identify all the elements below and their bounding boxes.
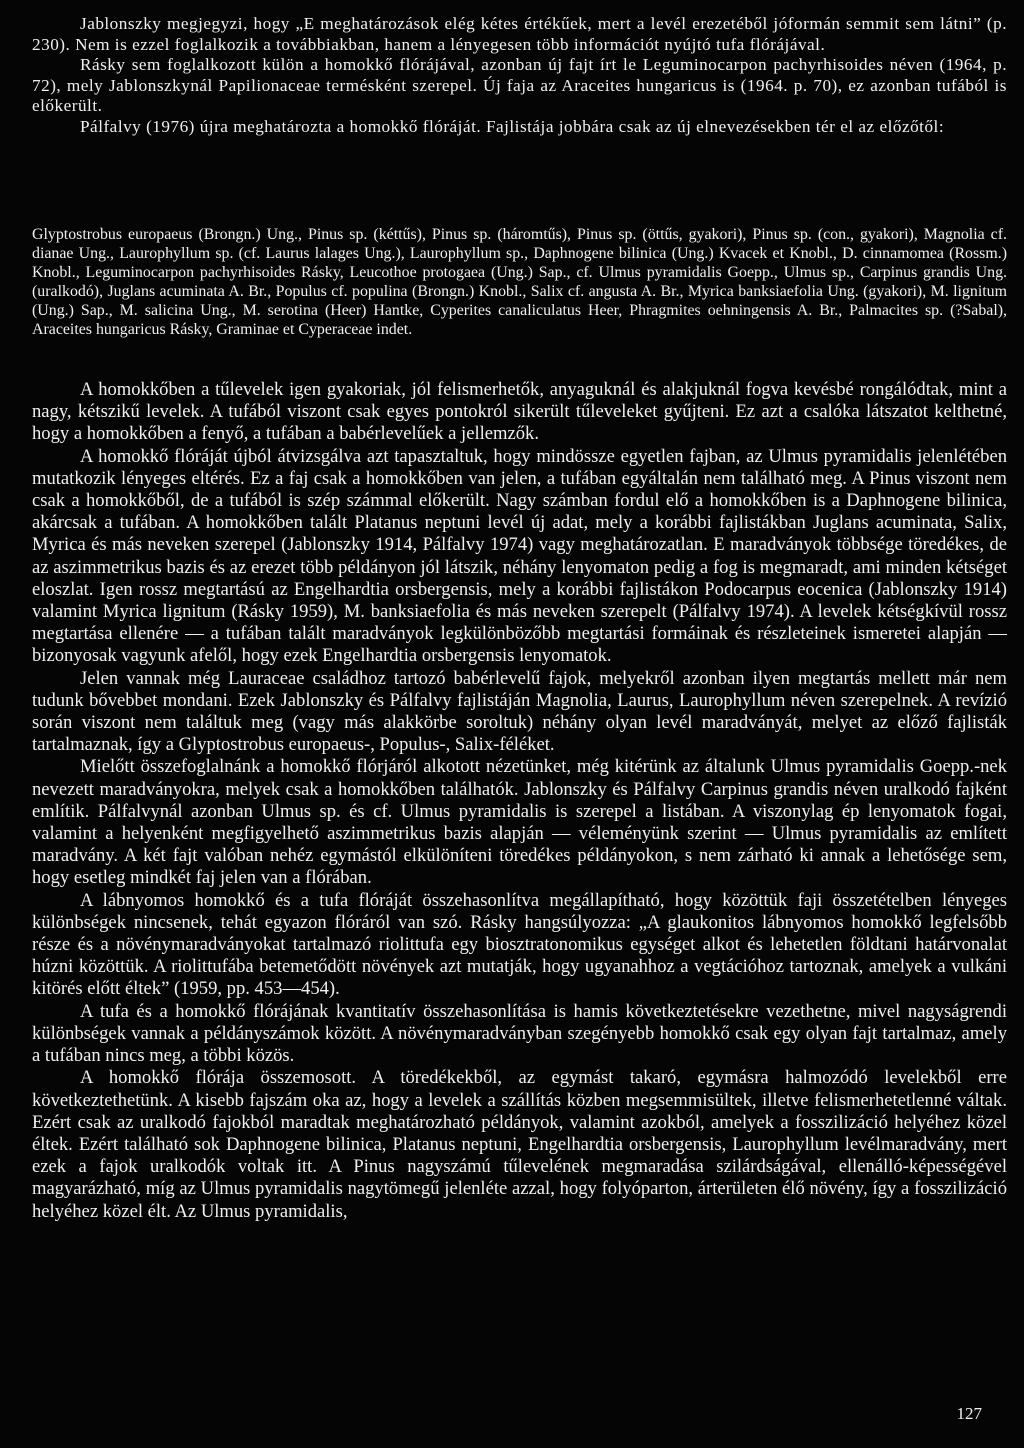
intro-paragraph: Pálfalvy (1976) újra meghatározta a homokkő flóráját. Fajlistája jobbára csak az új elnevezésekben tér el az előzőtől: (80, 116, 945, 136)
body-paragraph: A homokkő flórája összemosott. A töredékekből, az egymást takaró, egymásra halmozódó levelekből erre következtethetünk. A kisebb fajszám oka az, hogy a levelek a szállítás közben megsemmisültek, illetve felismerhetetlenné váltak. Ezért csak az uralkodó fajokból maradtak meghatározható példányok, valamint azokból, amelyek a fosszilizáció helyéhez közel éltek. Ezért található sok Daphnogene bilinica, Platanus neptuni, Engelhardtia orsbergensis, Laurophyllum levélmaradvány, mert ezek a fajok uralkodók voltak itt. A Pinus nagyszámú tűlevelének megmaradása szilárdságával, ellenálló-képességével magyarázható, míg az Ulmus pyramidalis nagytömegű jelenléte azzal, hogy folyóparton, árterületen élő növény, így a fosszilizáció helyéhez közel élt. Az Ulmus pyramidalis, (32, 1067, 1007, 1222)
species-list-section (32, 226, 1007, 339)
intro-paragraph: Jablonszky megjegyzi, hogy „E meghatározások elég kétes értékűek, mert a levél erezetéből jóformán semmit sem látni” (p. 230). Nem is ezzel foglalkozik a továbbiakban, hanem a lényegesen több információt nyújtó tufa flórájával. (32, 14, 1007, 54)
body-paragraph: Mielőtt összefoglalnánk a homokkő flórjáról alkotott nézetünket, még kitérünk az általunk Ulmus pyramidalis Goepp.-nek nevezett maradványokra, melyek csak a homokkőben találhatók. Jablonszky és Pálfalvy Carpinus grandis néven uralkodó fajként említik. Pálfalvynál azonban Ulmus sp. és cf. Ulmus pyramidalis is szerepel a listában. A viszonylag ép lenyomatok fogai, valamint a helyenként megfigyelhető aszimmetrikus bazis alapján — véleményünk szerint — Ulmus pyramidalis az említett maradvány. A két fajt valóban nehéz egymástól elkülöníteni töredékes példányokon, s nem zárható ki annak a lehetősége sem, hogy esetleg mindkét faj jelen van a flórában. (32, 756, 1007, 889)
body-paragraph: A homokkőben a tűlevelek igen gyakoriak, jól felismerhetők, anyaguknál és alakjuknál fogva kevésbé rongálódtak, mint a nagy, kétszikű levelek. A tufából viszont csak egyes pontokról sikerült tűleveleket gyűjteni. Ez azt a csalóka látszatot kelthetné, hogy a homokkőben a fenyő, a tufában a babérlevelűek a jellemzők. (32, 379, 1007, 445)
main-text-section (32, 379, 1007, 1223)
intro-section (32, 14, 1007, 137)
body-paragraph: A homokkő flóráját újból átvizsgálva azt tapasztaltuk, hogy mindössze egyetlen fajban, az Ulmus pyramidalis jelenlétében mutatkozik lényeges eltérés. Ez a faj csak a homokkőben van jelen, a tufában egyáltalán nem található meg. A Pinus viszont nem csak a homokkőből, de a tufából is szép számmal előkerült. Nagy számban fordul elő a homokkőben is a Daphnogene bilinica, akárcsak a tufában. A homokkőben talált Platanus neptuni levél új adat, mely a korábbi fajlistákban Juglans acuminata, Salix, Myrica és más neveken szerepel (Jablonszky 1914, Pálfalvy 1974) vagy meghatározatlan. E maradványok többsége töredékes, de az aszimmetrikus bazis és az erezet több példányon jól látszik, néhány lenyomaton pedig a fog is megmaradt, ami minden kétséget eloszlat. Igen rossz megtartású az Engelhardtia orsbergensis, mely a korábbi fajlistákon Podocarpus eocenica (Jablonszky 1914) valamint Myrica lignitum (Rásky 1959), M. banksiaefolia és más neveken szerepelt (Pálfalvy 1974). A levelek kétségkívül rossz megtartása ellenére — a tufában talált maradványok legkülönbözőbb megtartási formáinak és részleteinek ismeretei alapján — bizonyosak vagyunk afelől, hogy ezek Engelhardtia orsbergensis lenyomatok. (32, 445, 1007, 667)
body-paragraph: Jelen vannak még Lauraceae családhoz tartozó babérlevelű fajok, melyekről azonban ilyen megtartás mellett már nem tudunk bővebbet mondani. Ezek Jablonszky és Pálfalvy fajlistáján Magnolia, Laurus, Laurophyllum néven szerepelnek. A revízió során viszont nem találtuk meg (vagy más alakkörbe soroltuk) néhány olyan levél maradványát, melyet az előző fajlisták tartalmaznak, így a Glyptostrobus europaeus-, Populus-, Salix-féléket. (32, 667, 1007, 756)
species-list: Glyptostrobus europaeus (Brongn.) Ung., Pinus sp. (kéttűs), Pinus sp. (háromtűs), Pinus sp. (öttűs, gyakori), Pinus sp. (con., gyakori), Magnolia cf. dianae Ung., Laurophyllum sp. (cf. Laurus lalages Ung.), Laurophyllum sp., Daphnogene bilinica (Ung.) Kvacek et Knobl., D. cinnamomea (Rossm.) Knobl., Leguminocarpon pachyrhisoides Rásky, Leucothoe protogaea (Ung.) Sap., cf. Ulmus pyramidalis Goepp., Ulmus sp., Carpinus grandis Ung. (uralkodó), Juglans acuminata A. Br., Populus cf. populina (Brongn.) Knobl., Salix cf. angusta A. Br., Myrica banksiaefolia Ung. (gyakori), M. lignitum (Ung.) Sap., M. salicina Ung., M. serotina (Heer) Hantke, Cyperites canaliculatus Heer, Phragmites oehningensis A. Br., Palmacites sp. (?Sabal), Araceites hungaricus Rásky, Graminae et Cyperaceae indet. (32, 226, 1007, 338)
page-number: 127 (956, 1404, 982, 1423)
body-paragraph: A lábnyomos homokkő és a tufa flóráját összehasonlítva megállapítható, hogy közöttük faji összetételben lényeges különbségek nincsenek, tehát egyazon flóráról van szó. Rásky hangsúlyozza: „A glaukonitos lábnyomos homokkő legfelsőbb része és a növénymaradványokat tartalmazó riolittufa egy biosztratonomikus egységet alkot és lehetetlen földtani határvonalat húzni közöttük. A riolittufába betemetődött növények azt mutatják, hogy ugyanahhoz a vegtációhoz tartoznak, amelyek a vulkáni kitörés előtt éltek” (1959, pp. 453—454). (32, 889, 1007, 1000)
intro-paragraph: Rásky sem foglalkozott külön a homokkő flórájával, azonban új fajt írt le Leguminocarpon pachyrhisoides néven (1964, p. 72), mely Jablonszkynál Papilionaceae termésként szerepel. Új faja az Araceites hungaricus is (1964. p. 70), ez azonban tufából is előkerült. (32, 55, 1007, 115)
body-paragraph: A tufa és a homokkő flórájának kvantitatív összehasonlítása is hamis következtetésekre vezethetne, mivel nagyságrendi különbségek vannak a példányszámok között. A növénymaradványban szegényebb homokkő csak egy olyan fajt tartalmaz, amely a tufában nincs meg, a többi közös. (32, 1000, 1007, 1067)
